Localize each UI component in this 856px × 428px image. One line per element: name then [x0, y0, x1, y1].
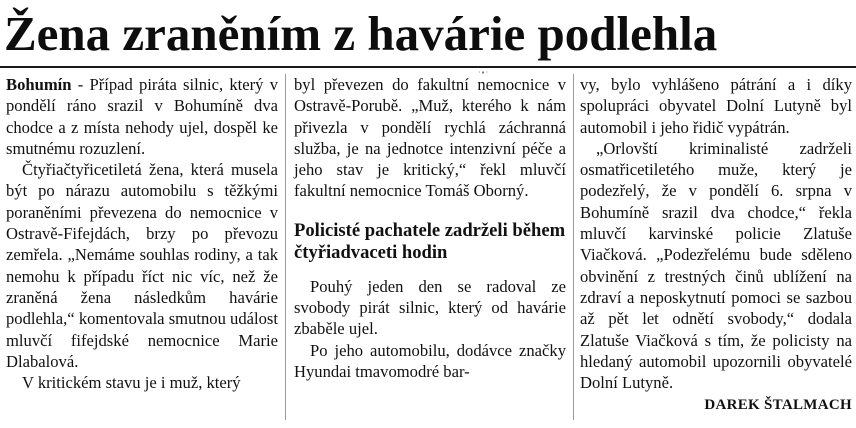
paragraph-4: byl převezen do fakultní nemocnice v Ostravě-Porubě. „Muž, kterého k nám přivezla v pondělí rychlá záchranná služba, je na jednotce intenzivní péče a jeho stav je kritický,“ řekl mluvčí fakultní nemocnice Tomáš Oborný.	[294, 75, 566, 201]
column-3	[580, 74, 852, 417]
column-ornament: ·▪·	[478, 68, 490, 77]
paragraph-1-text: - Případ piráta silnic, který v pondělí ráno srazil v Bohumíně dva chodce a z místa nehody ujel, dospěl ke smutnému rozuzlení.	[6, 75, 278, 158]
subheading: Policisté pachatele zadrželi během čtyřiadvaceti hodin	[294, 219, 566, 263]
column-divider-1	[285, 74, 286, 420]
paragraph-3: V kritickém stavu je i muž, který	[22, 373, 241, 393]
headline-rule	[0, 66, 856, 68]
paragraph-8: „Orlovští kriminalisté zadrželi osmatřicetiletého muže, který je podezřelý, že v pondělí 6. srpna v Bohumíně srazil dva chodce,“ řekla mluvčí karvinské policie Zlatuše Viačková. „Podezřelému bude sděleno obvinění z trestných činů ublížení na zdraví a neposkytnutí pomoci se sazbou až pět let odnětí svobody,“ dodala Zlatuše Viačková s tím, že policisty na hledaný automobil upozornili obyvatelé Dolní Lutyně.	[580, 138, 852, 393]
headline: Žena zraněním z havárie podlehla	[4, 6, 718, 61]
column-divider-2	[573, 74, 574, 420]
column-1	[6, 74, 278, 393]
byline: DAREK ŠTALMACH	[704, 397, 852, 414]
paragraph-7: vy, bylo vyhlášeno pátrání a i díky spolupráci obyvatel Dolní Lutyně byl automobil i jeho řidič vypátrán.	[580, 75, 852, 137]
paragraph-6: Po jeho automobilu, dodávce značky Hyundai tmavomodré bar-	[294, 340, 566, 381]
paragraph-5: Pouhý jeden den se radoval ze svobody pirát silnic, který od havárie zbaběle ujel.	[294, 276, 566, 339]
dateline-location: Bohumín	[6, 75, 72, 94]
paragraph-1	[6, 74, 278, 159]
column-2	[294, 74, 566, 382]
paragraph-2: Čtyřiačtyřicetiletá žena, která musela být po nárazu automobilu s těžkými poraněními převezena do nemocnice v Ostravě-Fifejdách, brzy po převozu zemřela. „Nemáme souhlas rodiny, a tak nemohu k případu říct nic víc, než že zraněná žena následkům havárie podlehla,“ komentovala smutnou událost mluvčí fifejdské nemocnice Marie Dlabalová.	[6, 160, 278, 371]
